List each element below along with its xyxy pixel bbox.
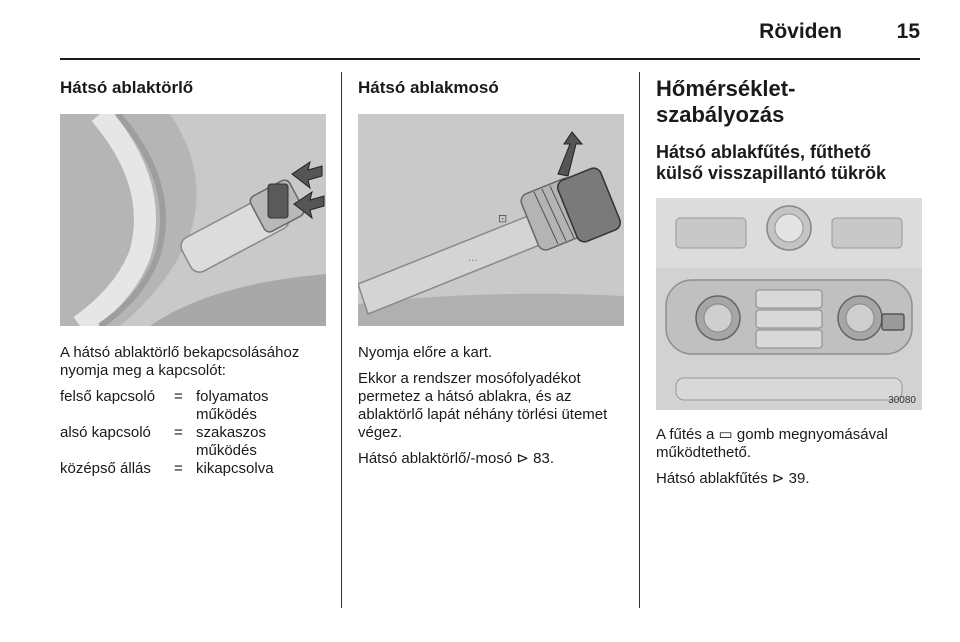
climate-panel-figure (656, 198, 922, 410)
settings-row (60, 460, 300, 478)
heating-reference: Hátsó ablakfűtés ⊳ 39. (656, 470, 810, 487)
setting-value: folyamatos működés (196, 388, 269, 423)
rear-wiper-instruction: A hátsó ablaktörlő bekapcsolásához nyomja meg a kapcsolót: (60, 344, 300, 379)
header-rule (60, 58, 920, 60)
rear-washer-push: Nyomja előre a kart. (358, 344, 493, 361)
rear-washer-heading: Hátsó ablakmosó (358, 78, 499, 97)
setting-equals: = (174, 388, 183, 405)
setting-key: felső kapcsoló (60, 388, 156, 405)
rear-washer-reference: Hátsó ablaktörlő/-mosó ⊳ 83. (358, 450, 554, 467)
climate-heading: Hőmérséklet-szabályozás (656, 76, 796, 127)
rear-washer-illustration (358, 114, 624, 326)
rear-washer-description: Ekkor a rendszer mosófolyadékot permetez a hátsó ablakra, és az ablaktörlő lapát néhány törlési ütemet végez. (358, 370, 608, 441)
rear-washer-figure (358, 114, 624, 326)
setting-value: kikapcsolva (196, 460, 274, 477)
settings-row (60, 424, 300, 460)
setting-equals: = (174, 460, 183, 477)
rear-wiper-figure (60, 114, 326, 326)
setting-equals: = (174, 424, 183, 441)
setting-key: középső állás (60, 460, 151, 477)
setting-value: szakaszos működés (196, 424, 267, 459)
column-divider (639, 72, 640, 608)
column-divider (341, 72, 342, 608)
column-rear-washer (358, 72, 624, 468)
svg-text:⊡: ⊡ (498, 212, 508, 225)
column-climate (656, 72, 922, 488)
rear-wiper-settings-table (60, 388, 300, 478)
rear-wiper-heading: Hátsó ablaktörlő (60, 78, 194, 97)
heated-rear-window-heading: Hátsó ablakfűtés, fűthető külső visszapillantó tükrök (656, 142, 887, 183)
column-rear-wiper (60, 72, 326, 478)
svg-text:···: ··· (468, 256, 478, 267)
page-header (60, 14, 920, 60)
page-number: 15 (896, 20, 920, 43)
setting-key: alsó kapcsoló (60, 424, 151, 441)
settings-row (60, 388, 300, 424)
section-title: Röviden (759, 20, 842, 43)
figure-number: 30080 (888, 395, 916, 406)
climate-panel-illustration (656, 198, 922, 410)
heating-instruction: A fűtés a ▭ gomb megnyomásával működtethető. (656, 426, 888, 461)
rear-wiper-illustration (60, 114, 326, 326)
